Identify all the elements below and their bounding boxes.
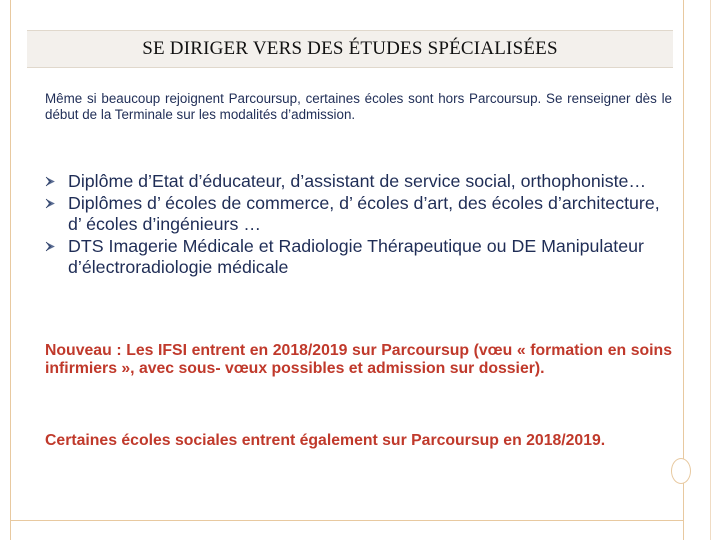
ecoles-sociales-paragraph: Certaines écoles sociales entrent également sur Parcoursup en 2018/2019.: [45, 432, 606, 449]
bullet-list: [45, 171, 675, 279]
diamond-arrow-bullet-icon: [45, 176, 56, 187]
bullet-text: Diplôme d’Etat d’éducateur, d’assistant de service social, orthophoniste…: [68, 171, 647, 191]
bullet-item: [45, 236, 675, 278]
intro-paragraph: Même si beaucoup rejoignent Parcoursup, certaines écoles sont hors Parcoursup. Se renseigner dès le début de la Terminale sur les modalités d’admission.: [45, 91, 672, 122]
bullet-item: [45, 171, 675, 192]
slide-frame-bottom: [10, 520, 684, 521]
bullet-text: Diplômes d’ écoles de commerce, d’ écoles d’art, des écoles d’architecture, d’ écoles d’ingénieurs …: [68, 193, 660, 234]
bullet-item: [45, 193, 675, 235]
slide-frame-left: [10, 0, 11, 540]
nouveau-paragraph: Nouveau : Les IFSI entrent en 2018/2019 sur Parcoursup (vœu « formation en soins infirmiers », avec sous- vœux possibles et admission sur dossier).: [45, 342, 672, 377]
slide-frame-outer-right: [710, 0, 711, 540]
diamond-arrow-bullet-icon: [45, 241, 56, 252]
bullet-text: DTS Imagerie Médicale et Radiologie Thérapeutique ou DE Manipulateur d’électroradiologie médicale: [68, 236, 644, 277]
title-bar: [27, 30, 673, 68]
frame-circle-ornament: [671, 458, 691, 484]
diamond-arrow-bullet-icon: [45, 198, 56, 209]
slide-title: SE DIRIGER VERS DES ÉTUDES SPÉCIALISÉES: [142, 38, 558, 59]
